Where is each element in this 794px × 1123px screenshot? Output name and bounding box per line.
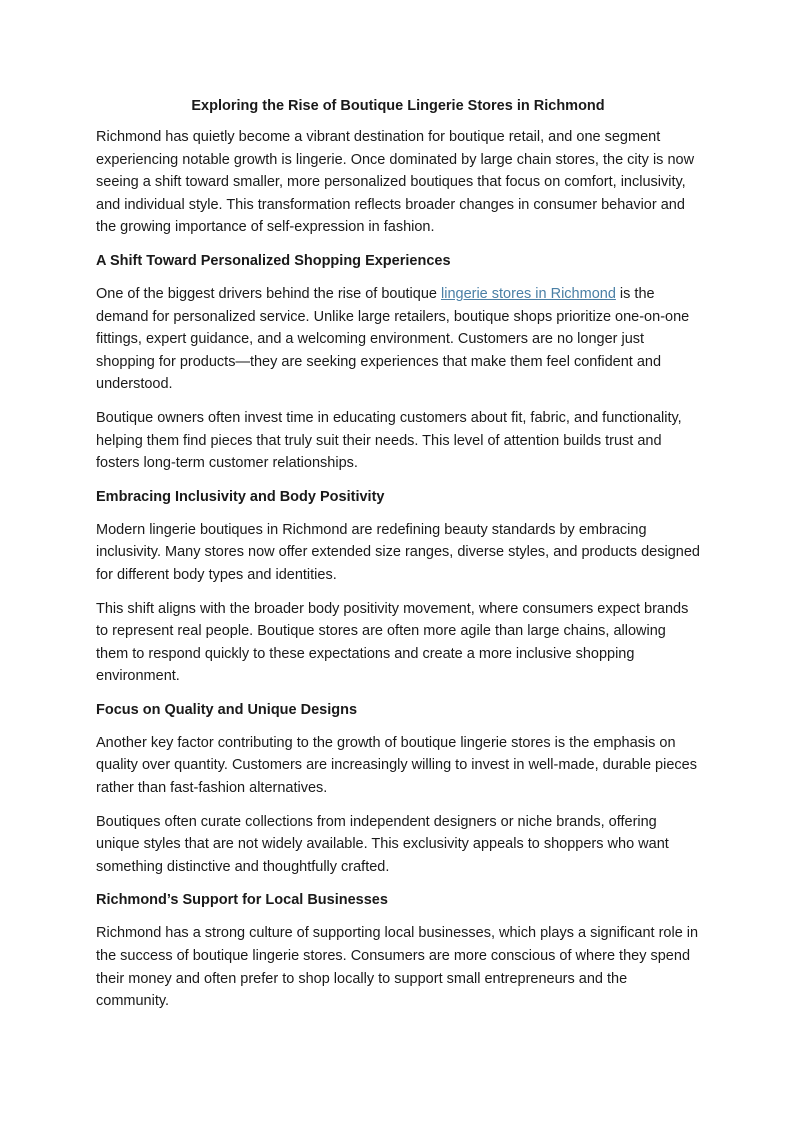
section-paragraph: Modern lingerie boutiques in Richmond are redefining beauty standards by embracing inclusivity. Many stores now offer extended size ranges, diverse styles, and products designed for different body types and identities. (96, 521, 700, 583)
section-heading-local-support: Richmond’s Support for Local Businesses (96, 892, 388, 909)
lingerie-stores-link[interactable]: lingerie stores in Richmond (441, 285, 616, 302)
section-paragraph (96, 283, 700, 396)
section-paragraph: This shift aligns with the broader body positivity movement, where consumers expect brands to represent real people. Boutique stores are often more agile than large chains, allowing them to respond quickly to these expectations and create a more inclusive shopping environment. (96, 600, 689, 685)
section-paragraph: Richmond has a strong culture of supporting local businesses, which plays a significant role in the success of boutique lingerie stores. Consumers are more conscious of where they spend their money and often prefer to shop locally to support small entrepreneurs and the community. (96, 925, 699, 1010)
paragraph-text: is the demand for personalized service. Unlike large retailers, boutique shops prioritize one-on-one fittings, expert guidance, and a welcoming environment. Customers are no longer just shopping for products—they are seeking experiences that make them feel confident and understood. (96, 285, 690, 393)
paragraph-text: One of the biggest drivers behind the rise of boutique (96, 285, 441, 302)
section-paragraph: Another key factor contributing to the growth of boutique lingerie stores is the emphasis on quality over quantity. Customers are increasingly willing to invest in well-made, durable pieces rather than fast-fashion alternatives. (96, 734, 697, 797)
section-heading-personalized: A Shift Toward Personalized Shopping Experiences (96, 252, 451, 269)
section-heading-inclusivity: Embracing Inclusivity and Body Positivity (96, 488, 385, 505)
section-heading-quality: Focus on Quality and Unique Designs (96, 701, 358, 718)
document-page (96, 96, 700, 1024)
document-title: Exploring the Rise of Boutique Lingerie Stores in Richmond (191, 98, 605, 114)
section-paragraph: Boutique owners often invest time in educating customers about fit, fabric, and functionality, helping them find pieces that truly suit their needs. This level of attention builds trust and fosters long-term customer relationships. (96, 409, 682, 472)
intro-paragraph: Richmond has quietly become a vibrant destination for boutique retail, and one segment experiencing notable growth is lingerie. Once dominated by large chain stores, the city is now seeing a shift toward smaller, more personalized boutiques that focus on comfort, inclusivity, and individual style. This transformation reflects broader changes in consumer behavior and the growing importance of self-expression in fashion. (96, 129, 695, 236)
section-paragraph: Boutiques often curate collections from independent designers or niche brands, offering unique styles that are not widely available. This exclusivity appeals to shoppers who want something distinctive and thoughtfully crafted. (96, 813, 669, 875)
